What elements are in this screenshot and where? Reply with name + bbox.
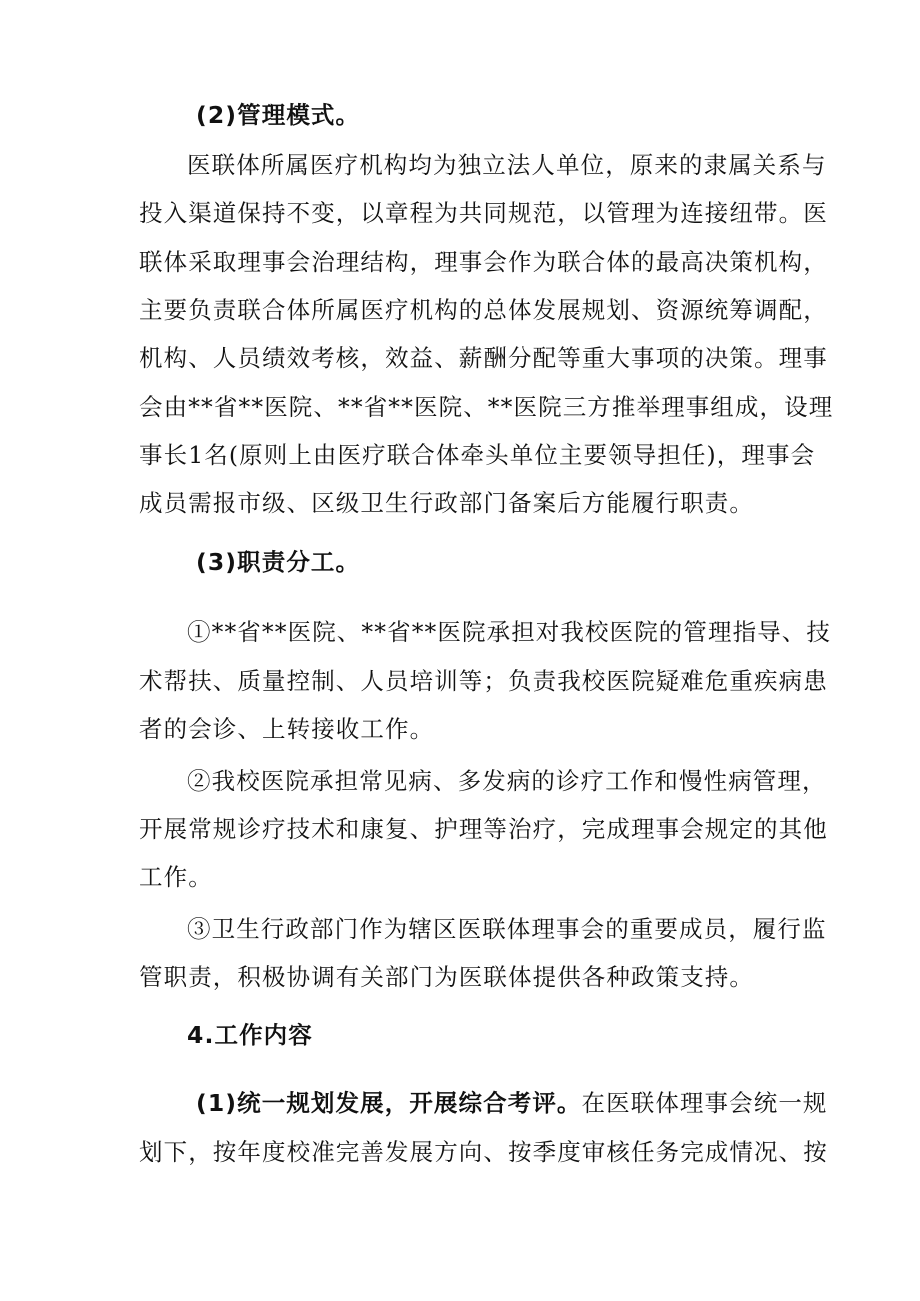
list-item-line: 术帮扶、质量控制、人员培训等；负责我校医院疑难危重疾病患 bbox=[139, 667, 828, 695]
paragraph-line: 事长1名(原则上由医疗联合体牵头单位主要领导担任)，理事会 bbox=[139, 441, 816, 469]
list-item-line: ③卫生行政部门作为辖区医联体理事会的重要成员，履行监 bbox=[187, 915, 827, 943]
section-heading-work-content: 4.工作内容 bbox=[187, 1021, 313, 1049]
work-item-line: 划下，按年度校准完善发展方向、按季度审核任务完成情况、按 bbox=[139, 1138, 828, 1166]
list-item-line: ①**省**医院、**省**医院承担对我校医院的管理指导、技 bbox=[187, 618, 831, 646]
work-item-line bbox=[196, 1086, 828, 1120]
paragraph-line: 联体采取理事会治理结构，理事会作为联合体的最高决策机构， bbox=[139, 248, 828, 276]
list-item-line: 工作。 bbox=[139, 863, 213, 891]
paragraph-line: 主要负责联合体所属医疗机构的总体发展规划、资源统筹调配， bbox=[139, 296, 828, 324]
section-heading-duties: (3)职责分工。 bbox=[196, 548, 361, 576]
paragraph-line: 医联体所属医疗机构均为独立法人单位，原来的隶属关系与 bbox=[187, 151, 827, 179]
list-item-line: 开展常规诊疗技术和康复、护理等治疗，完成理事会规定的其他 bbox=[139, 815, 828, 843]
paragraph-line: 成员需报市级、区级卫生行政部门备案后方能履行职责。 bbox=[139, 489, 754, 517]
list-item-line: ②我校医院承担常见病、多发病的诊疗工作和慢性病管理， bbox=[187, 767, 827, 795]
list-item-line: 管职责，积极协调有关部门为医联体提供各种政策支持。 bbox=[139, 963, 754, 991]
list-item-line: 者的会诊、上转接收工作。 bbox=[139, 715, 435, 743]
paragraph-line: 机构、人员绩效考核，效益、薪酬分配等重大事项的决策。理事 bbox=[139, 344, 828, 372]
paragraph-line: 投入渠道保持不变，以章程为共同规范，以管理为连接纽带。医 bbox=[139, 199, 828, 227]
work-item-lead-bold: (1)统一规划发展，开展综合考评。 bbox=[196, 1089, 582, 1117]
work-item-lead-rest: 在医联体理事会统一规 bbox=[581, 1089, 828, 1117]
paragraph-line: 会由**省**医院、**省**医院、**医院三方推举理事组成，设理 bbox=[139, 393, 834, 421]
section-heading-management: (2)管理模式。 bbox=[196, 101, 361, 129]
